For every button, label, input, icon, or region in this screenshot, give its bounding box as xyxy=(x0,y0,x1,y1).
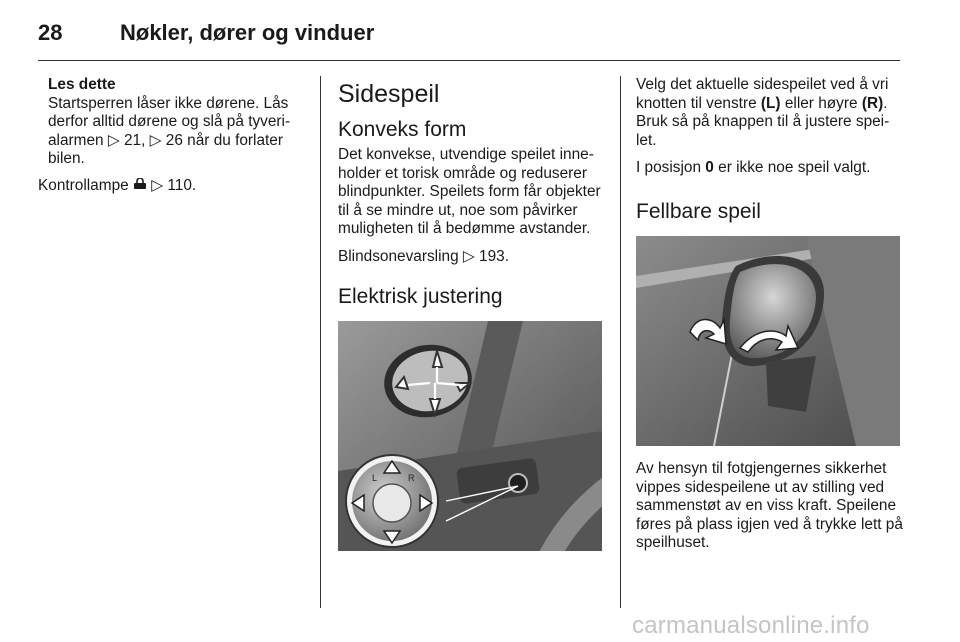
convex-text: Det konvekse, utvendige speilet inneholder et torisk område og reduserer blindpunkter. Speilets form får objekter til å se mindre ut, noe som påvirker muligheten til å bedømme avstander. xyxy=(338,146,601,238)
note-text: Startsperren låser ikke dørene. Lås derfor alltid dørene og slå på tyverialarmen ▷ 21, ▷ 26 når du forlater bilen. xyxy=(48,94,291,168)
column-1 xyxy=(38,76,308,205)
watermark: carmanualsonline.info xyxy=(632,612,870,639)
select-text-part: . Bruk så på knappen til å justere speilet. xyxy=(636,94,890,149)
select-left-label: (L) xyxy=(760,94,781,112)
control-lamp-ref: ▷ 110. xyxy=(151,176,197,194)
electric-adjust-figure xyxy=(338,321,602,551)
page-header xyxy=(38,16,900,61)
page-number: 28 xyxy=(38,20,63,45)
figure-label-right: R xyxy=(408,472,415,483)
note-title: Les dette xyxy=(48,76,116,93)
folding-mirror-illustration xyxy=(636,236,900,446)
control-lamp-label: Kontrollampe xyxy=(38,176,129,194)
pedestrian-safety-text: Av hensyn til fotgjengernes sikkerhet vippes sidespeilene ut av stilling ved sammenstøt av en viss kraft. Speilene føres på plass igjen ved å trykke lett på speilhuset. xyxy=(636,459,903,552)
position-text-part: I posisjon xyxy=(636,159,706,177)
figure-label-left: L xyxy=(372,472,378,483)
note-box xyxy=(38,76,308,169)
position-zero: 0 xyxy=(705,159,714,177)
electric-adjust-illustration xyxy=(338,321,602,551)
select-text-part: eller høyre xyxy=(780,94,862,112)
position-text xyxy=(636,159,904,178)
select-right-label: (R) xyxy=(861,94,884,112)
position-text-part: er ikke noe speil valgt. xyxy=(713,159,871,177)
column-divider-2 xyxy=(620,76,621,608)
select-text-part: Velg det aktuelle sidespeilet ved å vri knotten til venstre xyxy=(636,76,889,112)
column-divider-1 xyxy=(320,76,321,608)
section-title: Sidespeil xyxy=(338,80,440,108)
folding-title: Fellbare speil xyxy=(636,199,761,223)
chapter-title: Nøkler, dører og vinduer xyxy=(120,20,375,45)
column-2 xyxy=(338,76,604,551)
select-mirror-text xyxy=(636,76,904,150)
control-lamp-line xyxy=(38,177,308,196)
column-3 xyxy=(636,76,904,562)
folding-mirror-figure xyxy=(636,236,900,446)
electric-title: Elektrisk justering xyxy=(338,284,503,308)
convex-title: Konveks form xyxy=(338,118,467,141)
lock-lamp-icon xyxy=(133,177,147,196)
blind-spot-ref: Blindsonevarsling ▷ 193. xyxy=(338,247,509,265)
